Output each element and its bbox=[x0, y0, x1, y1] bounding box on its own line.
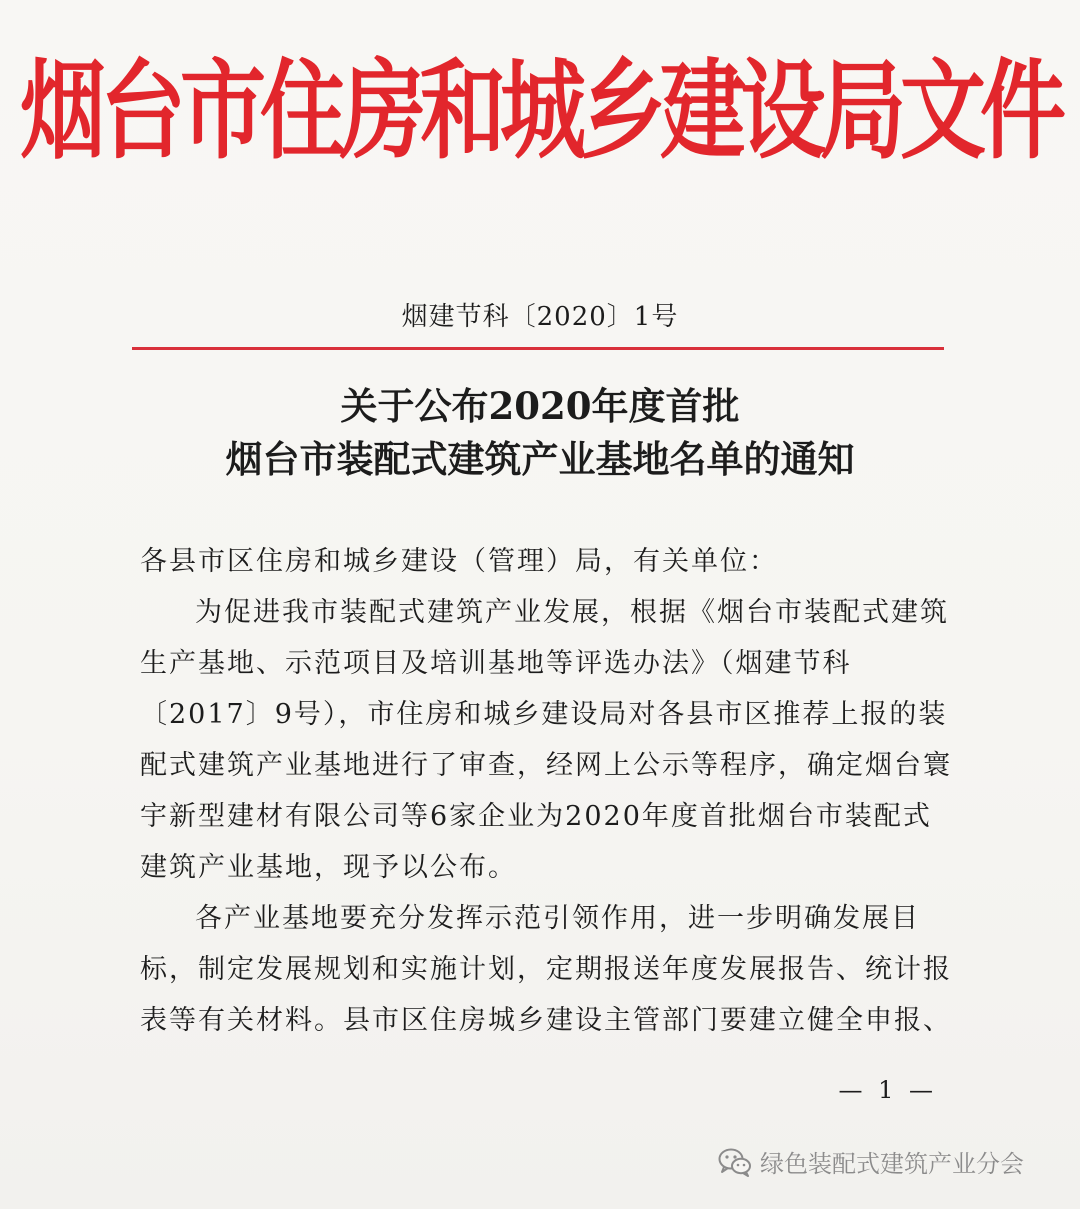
body-paragraph-2: 各产业基地要充分发挥示范引领作用，进一步明确发展目标，制定发展规划和实施计划，定期报送年度发展报告、统计报表等有关材料。县市区住房城乡建设主管部门要建立健全申报、 bbox=[140, 903, 952, 1036]
document-number: 烟建节科〔2020〕1号 bbox=[401, 302, 679, 332]
page-number: — 1 — bbox=[838, 1076, 937, 1104]
watermark bbox=[718, 1144, 1024, 1179]
salutation: 各县市区住房和城乡建设（管理）局，有关单位： bbox=[140, 546, 778, 577]
notice-title-line-2: 烟台市装配式建筑产业基地名单的通知 bbox=[225, 437, 855, 481]
wechat-icon bbox=[718, 1147, 752, 1177]
document-header-title: 烟台市住房和城乡建设局文件 bbox=[20, 49, 1060, 175]
body-paragraph-1: 为促进我市装配式建筑产业发展，根据《烟台市装配式建筑生产基地、示范项目及培训基地等评选办法》（烟建节科〔2017〕9号），市住房和城乡建设局对各县市区推荐上报的装配式建筑产业基地进行了审查，经网上公示等程序，确定烟台寰宇新型建材有限公司等6家企业为2020年度首批烟台市装配式建筑产业基地，现予以公布。 bbox=[140, 597, 952, 883]
notice-title-line-1: 关于公布2020年度首批 bbox=[340, 384, 740, 428]
red-divider bbox=[132, 347, 944, 350]
watermark-text: 绿色装配式建筑产业分会 bbox=[760, 1150, 1024, 1178]
